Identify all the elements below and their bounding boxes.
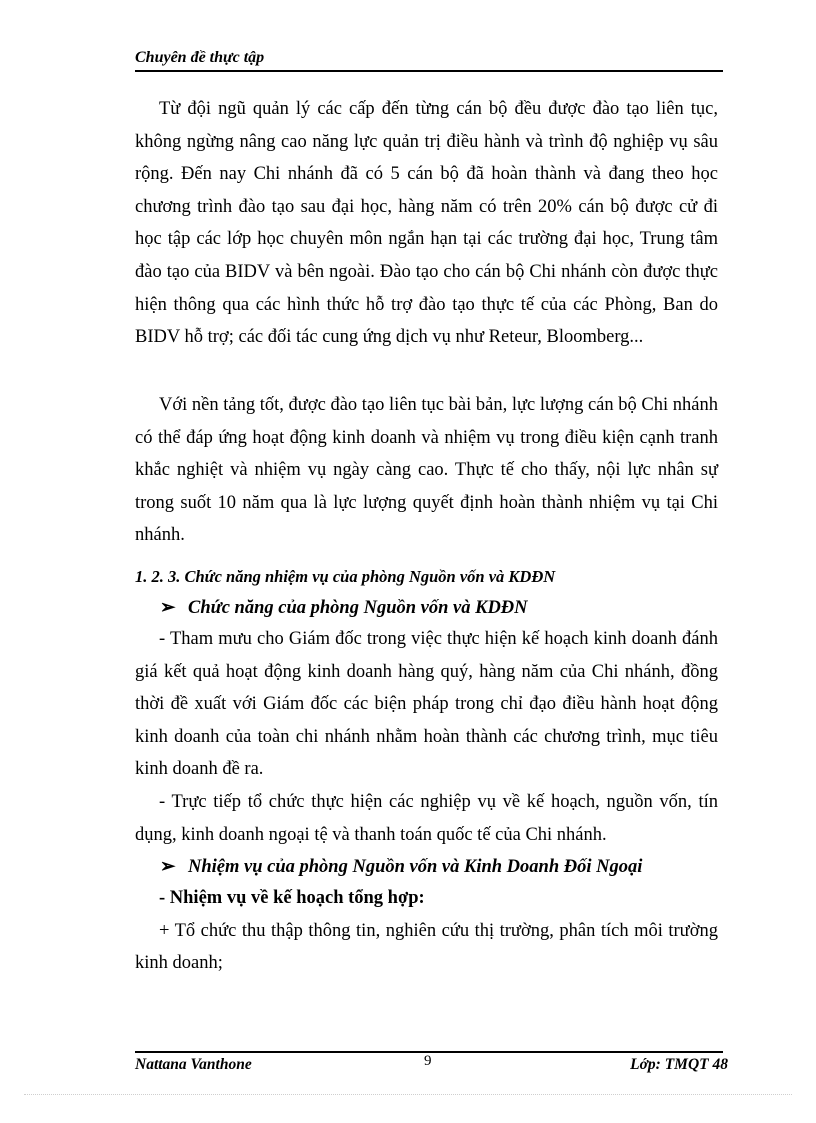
- body-block-2: [135, 389, 718, 552]
- duty-item: + Tổ chức thu thập thông tin, nghiên cứu thị trường, phân tích môi trường kinh doanh;: [135, 920, 718, 974]
- paragraph-function-execute: - Trực tiếp tổ chức thực hiện các nghiệp vụ về kế hoạch, nguồn vốn, tín dụng, kinh doanh ngoại tệ và thanh toán quốc tế của Chi nhánh.: [135, 791, 718, 845]
- page-header: [135, 48, 723, 72]
- bullet-heading-functions-title: Chức năng của phòng Nguồn vốn và KDĐN: [188, 598, 528, 618]
- arrow-bullet-icon: ➢: [160, 598, 176, 618]
- footer-class: Lớp: TMQT 48: [630, 1056, 728, 1073]
- body-block-functions: [135, 623, 718, 851]
- body-block-duties: [135, 882, 718, 980]
- page-number: 9: [424, 1053, 432, 1069]
- arrow-bullet-icon: ➢: [160, 857, 176, 877]
- bullet-heading-duties-title: Nhiệm vụ của phòng Nguồn vốn và Kinh Doanh Đối Ngoại: [188, 857, 643, 877]
- duty-label: - Nhiệm vụ về kế hoạch tổng hợp:: [159, 888, 425, 908]
- body-block-1: [135, 93, 718, 354]
- header-title: Chuyên đề thực tập: [135, 49, 265, 66]
- bullet-heading-functions: [160, 595, 528, 621]
- footer-author: Nattana Vanthone: [135, 1056, 252, 1073]
- section-heading: 1. 2. 3. Chức năng nhiệm vụ của phòng Nguồn vốn và KDĐN: [135, 567, 556, 586]
- page-edge-divider: [24, 1094, 792, 1095]
- bullet-heading-duties: [160, 854, 642, 880]
- paragraph-foundation: Với nền tảng tốt, được đào tạo liên tục bài bản, lực lượng cán bộ Chi nhánh có thể đáp ứng hoạt động kinh doanh và nhiệm vụ trong điều kiện cạnh tranh khắc nghiệt và nhiệm vụ ngày càng cao. Thực tế cho thấy, nội lực nhân sự trong suốt 10 năm qua là lực lượng quyết định hoàn thành nhiệm vụ tại Chi nhánh.: [135, 395, 718, 546]
- paragraph-training: Từ đội ngũ quản lý các cấp đến từng cán bộ đều được đào tạo liên tục, không ngừng nâng cao năng lực quản trị điều hành và trình độ nghiệp vụ sâu rộng. Đến nay Chi nhánh đã có 5 cán bộ đã hoàn thành và đang theo học chương trình đào tạo sau đại học, hàng năm có trên 20% cán bộ được cử đi học tập các lớp học chuyên môn ngắn hạn tại các trường đại học, Trung tâm đào tạo của BIDV và bên ngoài. Đào tạo cho cán bộ Chi nhánh còn được thực hiện thông qua các hình thức hỗ trợ đào tạo thực tế của các Phòng, Ban do BIDV hỗ trợ; các đối tác cung ứng dịch vụ như Reteur, Bloomberg...: [135, 99, 718, 348]
- paragraph-function-advise: - Tham mưu cho Giám đốc trong việc thực hiện kế hoạch kinh doanh đánh giá kết quả hoạt động kinh doanh hàng quý, hàng năm của Chi nhánh, đồng thời đề xuất với Giám đốc các biện pháp trong chỉ đạo điều hành hoạt động kinh doanh của toàn chi nhánh nhằm hoàn thành các chương trình, mục tiêu kinh doanh đề ra.: [135, 629, 718, 780]
